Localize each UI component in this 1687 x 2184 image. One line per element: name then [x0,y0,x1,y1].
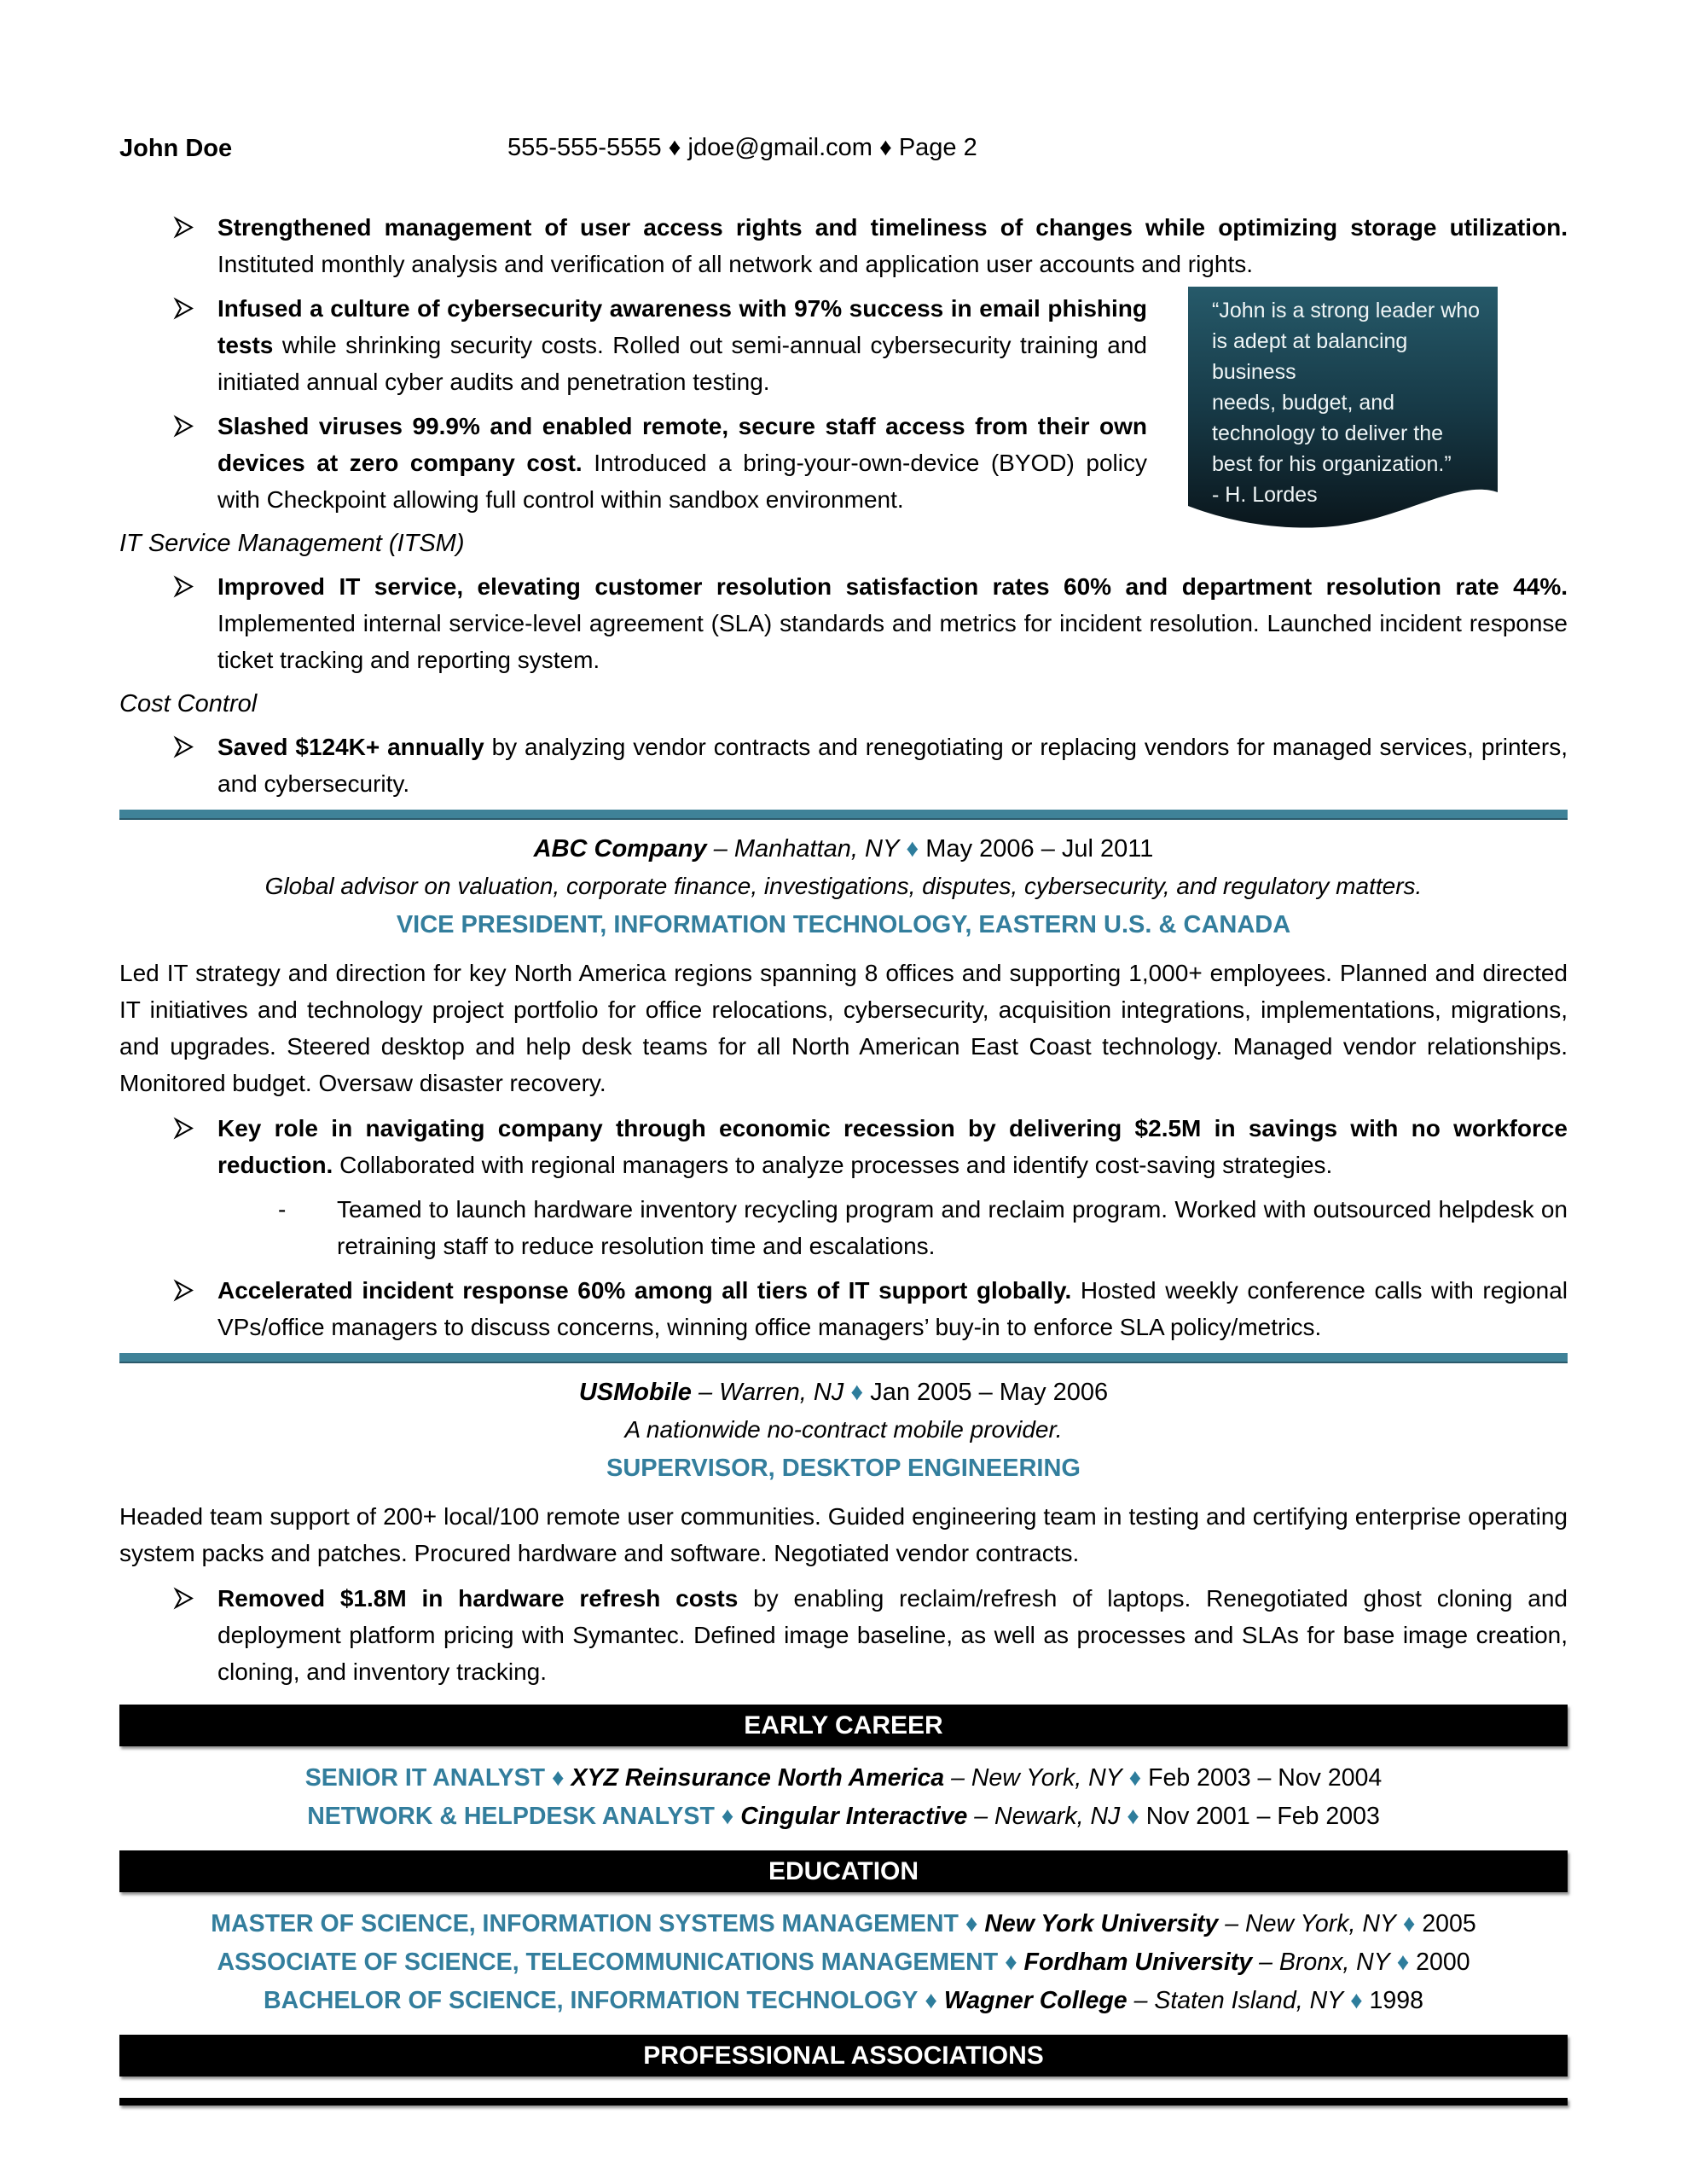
bullet-item [119,209,1568,282]
section-divider [119,810,1568,820]
company-name: USMobile [578,1379,692,1406]
early-career-line [119,1759,1568,1798]
education-line [119,1943,1568,1982]
quote-attribution: - H. Lordes [1212,483,1318,507]
company-dates: May 2006 – Jul 2011 [925,835,1154,863]
resume-name: John Doe [119,135,233,162]
sub-bullet-dash: - [278,1196,287,1223]
diamond-separator: ♦ [906,835,919,863]
bullet-list [119,568,1568,678]
sub-bullet-item [119,1191,1568,1264]
quote-line: technology to deliver the [1212,421,1444,445]
banner-education: EDUCATION [119,1850,1568,1892]
bullet-list [119,1580,1568,1690]
degree-label: ASSOCIATE OF SCIENCE, TELECOMMUNICATIONS MANAGEMENT [217,1949,999,1976]
bullet-list [119,729,1568,802]
bullet-rest: Hosted weekly conference calls with regional VPs/office managers to discuss concerns, winning office managers’ buy-in to enforce SLA policy/metrics. [217,1277,1568,1340]
resume-contact: 555-555-5555 ♦ jdoe@gmail.com ♦ Page 2 [507,134,977,161]
bullet-lead: Key role in navigating company through economic recession by delivering $2.5M in savings with no workforce reduction. [217,1115,1568,1178]
school-location: – Staten Island, NY [1133,1987,1344,2014]
page-bottom-rule [119,2098,1568,2106]
bullet-item [119,408,1147,518]
early-career-line [119,1798,1568,1836]
page-header [119,130,1568,166]
company-name: ABC Company [533,835,707,863]
diamond-separator: ♦ [1350,1987,1363,2014]
degree-label: BACHELOR OF SCIENCE, INFORMATION TECHNOLOGY [264,1987,919,2014]
dates: Feb 2003 – Nov 2004 [1148,1764,1383,1792]
school-name: Fordham University [1023,1949,1253,1976]
quote-line: best for his organization.” [1212,452,1452,476]
bullet-rest: by analyzing vendor contracts and renegotiating or replacing vendors for managed services, printers, and cybersecurity. [217,734,1568,797]
job-title: SUPERVISOR, DESKTOP ENGINEERING [606,1455,1081,1482]
bullet-arrow-icon [172,735,195,758]
diamond-separator: ♦ [1128,1764,1142,1792]
school-name: Wagner College [943,1987,1128,2014]
bullet-item [119,568,1568,678]
bullet-rest: Collaborated with regional managers to analyze processes and identify cost-saving strategies. [333,1152,1333,1178]
section-divider [119,1353,1568,1363]
job-summary: Led IT strategy and direction for key North America regions spanning 8 offices and supporting 1,000+ employees. Planned and directed IT initiatives and technology project portfolio for office relocations, cybersecurity, acquisition integrations, implementations, migrations, and upgrades. Steered desktop and help desk teams for all North American East Coast technology. Managed vendor relationships. Monitored budget. Oversaw disaster recovery. [119,960,1568,1096]
bullet-arrow-icon [172,1117,195,1140]
company-location: – New York, NY [951,1764,1122,1792]
role-label: SENIOR IT ANALYST [304,1764,546,1792]
diamond-separator: ♦ [850,1379,864,1406]
company-tagline: Global advisor on valuation, corporate finance, investigations, disputes, cybersecurity, and regulatory matters. [264,873,1423,899]
bullet-item [119,1580,1568,1690]
bullet-arrow-icon [172,415,195,438]
bullet-lead: Saved $124K+ annually [217,734,484,760]
bullet-arrow-icon [172,575,195,598]
company-tagline: A nationwide no-contract mobile provider. [624,1416,1063,1443]
diamond-separator: ♦ [1402,1910,1416,1937]
degree-label: MASTER OF SCIENCE, INFORMATION SYSTEMS MANAGEMENT [211,1910,959,1937]
quote-line: needs, budget, and [1212,391,1395,415]
company-name: Cingular Interactive [740,1803,968,1830]
quote-line: is adept at balancing business [1212,329,1408,384]
bullet-rest: Instituted monthly analysis and verification of all network and application user accounts and rights. [217,251,1254,277]
bullet-rest: Introduced a bring-your-own-device (BYOD) policy with Checkpoint allowing full control within sandbox environment. [217,450,1147,513]
banner-professional-associations: PROFESSIONAL ASSOCIATIONS [119,2035,1568,2077]
bullet-arrow-icon [172,1279,195,1302]
bullet-item [119,1272,1568,1345]
diamond-separator: ♦ [721,1803,734,1830]
bullet-item [119,290,1147,400]
company-dates: Jan 2005 – May 2006 [870,1379,1109,1406]
role-label: NETWORK & HELPDESK ANALYST [307,1803,715,1830]
diamond-separator: ♦ [1396,1949,1410,1976]
bullet-lead: Accelerated incident response 60% among all tiers of IT support globally. [217,1277,1072,1304]
bullet-item [119,729,1568,802]
bullet-item [119,1110,1568,1183]
bullet-rest: by enabling reclaim/refresh of laptops. Renegotiated ghost cloning and deployment platform pricing with Symantec. Defined image baseline, as well as processes and SLAs for base image creation, cloning, and inventory tracking. [217,1585,1568,1685]
diamond-separator: ♦ [1127,1803,1139,1830]
company-header [119,1374,1568,1411]
bullet-arrow-icon [172,297,195,320]
grad-year: 1998 [1369,1987,1423,2014]
grad-year: 2000 [1416,1949,1470,1976]
education-line [119,1905,1568,1943]
bullet-arrow-icon [172,1587,195,1610]
diamond-separator: ♦ [1005,1949,1017,1976]
quote-text [1212,295,1489,510]
bullet-list [119,1110,1568,1345]
bullet-lead: Improved IT service, elevating customer resolution satisfaction rates 60% and department resolution rate 44%. [217,573,1568,600]
diamond-separator: ♦ [552,1764,565,1792]
bullet-rest: while shrinking security costs. Rolled out semi-annual cybersecurity training and initiated annual cyber audits and penetration testing. [217,332,1147,395]
job-title: VICE PRESIDENT, INFORMATION TECHNOLOGY, EASTERN U.S. & CANADA [396,911,1291,938]
company-header [119,830,1568,868]
bullet-rest: Implemented internal service-level agreement (SLA) standards and metrics for incident resolution. Launched incident response ticket tracking and reporting system. [217,610,1568,673]
school-name: New York University [984,1910,1219,1937]
section-heading-cost-control: Cost Control [119,690,258,717]
diamond-separator: ♦ [925,1987,937,2014]
company-location: – Newark, NJ [974,1803,1121,1830]
bullet-arrow-icon [172,216,195,239]
company-location: – Manhattan, NY [713,835,900,863]
quote-line: “John is a strong leader who [1212,299,1481,322]
education-line [119,1982,1568,2020]
bullet-lead: Removed $1.8M in hardware refresh costs [217,1585,739,1612]
sub-bullet-text: Teamed to launch hardware inventory recycling program and reclaim program. Worked with outsourced helpdesk on retraining staff to reduce resolution time and escalations. [337,1196,1568,1259]
dates: Nov 2001 – Feb 2003 [1145,1803,1380,1830]
company-location: – Warren, NJ [699,1379,844,1406]
banner-early-career: EARLY CAREER [119,1705,1568,1746]
bullet-lead: Infused a culture of cybersecurity awareness with 97% success in email phishing tests [217,295,1147,358]
job-summary: Headed team support of 200+ local/100 remote user communities. Guided engineering team in testing and certifying enterprise operating system packs and patches. Procured hardware and software. Negotiated vendor contracts. [119,1503,1568,1566]
school-location: – Bronx, NY [1259,1949,1390,1976]
bullet-lead: Slashed viruses 99.9% and enabled remote, secure staff access from their own devices at zero company cost. [217,413,1147,476]
school-location: – New York, NY [1225,1910,1396,1937]
quote-callout [1188,287,1498,536]
bullet-lead: Strengthened management of user access rights and timeliness of changes while optimizing storage utilization. [217,214,1568,241]
grad-year: 2005 [1422,1910,1476,1937]
section-heading-itsm: IT Service Management (ITSM) [119,530,465,557]
company-name: XYZ Reinsurance North America [571,1764,945,1792]
diamond-separator: ♦ [965,1910,978,1937]
